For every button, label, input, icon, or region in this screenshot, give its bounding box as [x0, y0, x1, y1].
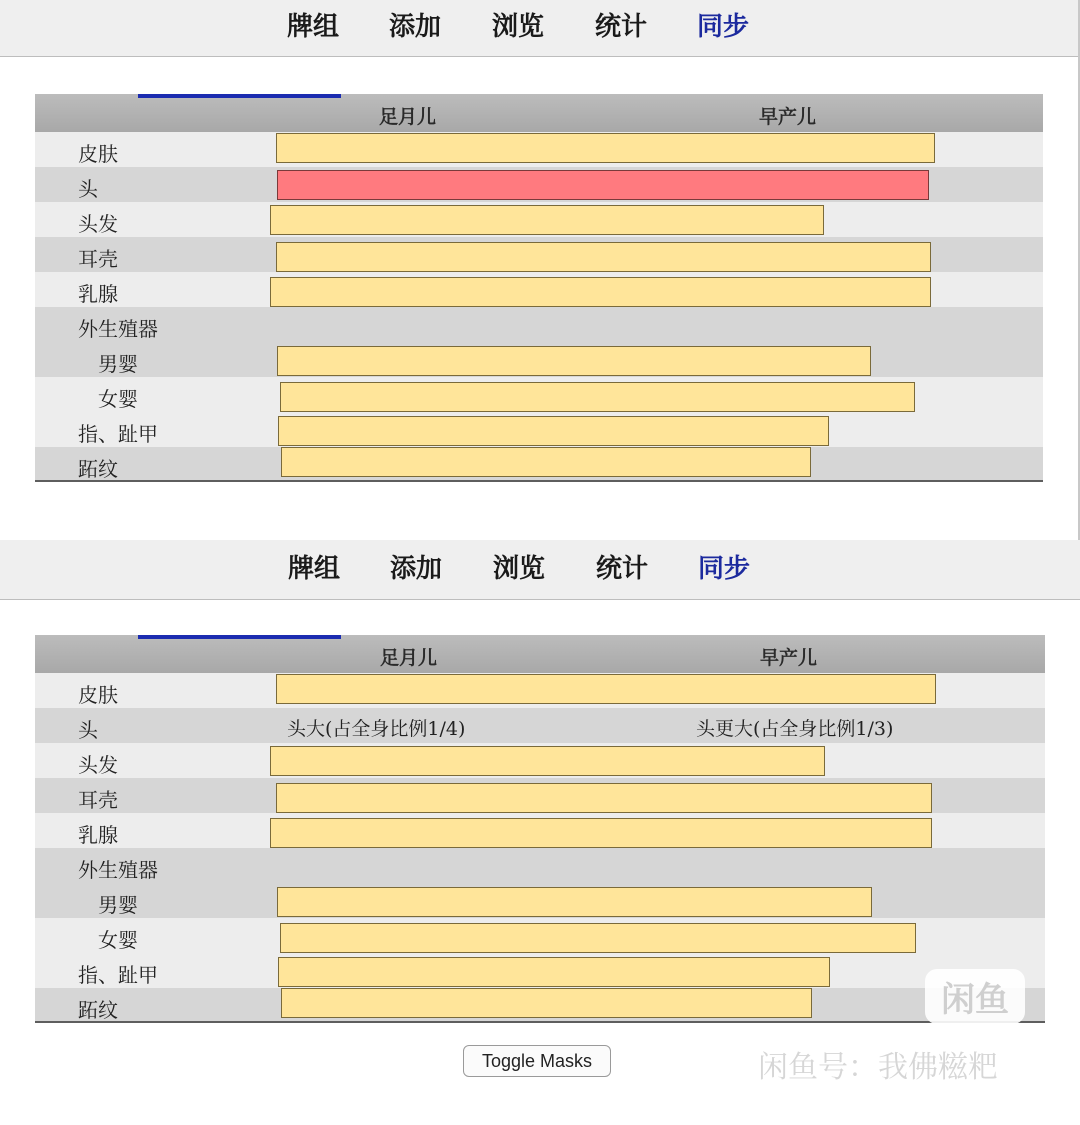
image-occlusion-card — [35, 94, 1043, 482]
row-label-nails: 指、趾甲 — [78, 963, 158, 987]
table-header-row — [35, 635, 1045, 675]
nav-browse[interactable]: 浏览 — [491, 12, 544, 42]
row-label-sole-creases: 跖纹 — [78, 457, 118, 481]
nav-browse[interactable]: 浏览 — [492, 554, 545, 584]
row-label-genitals: 外生殖器 — [78, 317, 158, 341]
occlusion-mask[interactable] — [270, 746, 825, 776]
review-screen-back — [0, 540, 1080, 1125]
nav-decks[interactable]: 牌组 — [286, 12, 339, 42]
occlusion-mask[interactable] — [270, 277, 931, 307]
occlusion-mask[interactable] — [278, 957, 830, 987]
nav-sync[interactable]: 同步 — [696, 12, 749, 42]
row-label-genitals: 外生殖器 — [78, 858, 158, 882]
accent-line — [138, 94, 341, 98]
image-occlusion-card — [35, 635, 1045, 1023]
watermark-logo: 闲鱼 — [925, 969, 1025, 1024]
nav-add[interactable]: 添加 — [389, 554, 442, 584]
row-label-ear: 耳壳 — [78, 788, 118, 812]
watermark-text: 闲鱼号：我佛糍粑 — [758, 1050, 998, 1085]
top-nav-bar — [0, 540, 1080, 600]
occlusion-mask[interactable] — [280, 923, 916, 953]
nav-decks[interactable]: 牌组 — [287, 554, 340, 584]
revealed-answer-full-term: 头大(占全身比例1/4) — [287, 718, 466, 740]
review-screen-front — [0, 0, 1080, 540]
table-row — [35, 307, 1043, 342]
row-label-female: 女婴 — [98, 928, 138, 952]
row-label-head: 头 — [78, 177, 98, 201]
occlusion-mask[interactable] — [280, 382, 915, 412]
table-row — [35, 848, 1045, 883]
nav-stats[interactable]: 统计 — [595, 554, 648, 584]
row-label-breast: 乳腺 — [78, 823, 118, 847]
occlusion-mask[interactable] — [270, 818, 932, 848]
occlusion-mask[interactable] — [276, 242, 931, 272]
table-row — [35, 708, 1045, 743]
occlusion-mask[interactable] — [270, 205, 824, 235]
column-header-premature: 早产儿 — [759, 106, 817, 128]
row-label-skin: 皮肤 — [78, 683, 118, 707]
row-label-ear: 耳壳 — [78, 247, 118, 271]
occlusion-mask[interactable] — [277, 346, 871, 376]
nav-sync[interactable]: 同步 — [697, 554, 750, 584]
table-header-row — [35, 94, 1043, 134]
column-header-full-term: 足月儿 — [379, 106, 437, 128]
row-label-male: 男婴 — [98, 352, 138, 376]
revealed-answer-premature: 头更大(占全身比例1/3) — [696, 718, 894, 740]
nav-add[interactable]: 添加 — [388, 12, 441, 42]
row-label-hair: 头发 — [78, 212, 118, 236]
row-label-nails: 指、趾甲 — [78, 422, 158, 446]
occlusion-mask-active[interactable] — [277, 170, 929, 200]
occlusion-mask[interactable] — [281, 447, 811, 477]
occlusion-mask[interactable] — [276, 783, 932, 813]
row-label-female: 女婴 — [98, 387, 138, 411]
row-label-male: 男婴 — [98, 893, 138, 917]
column-header-premature: 早产儿 — [760, 647, 818, 669]
top-nav-bar — [0, 0, 1078, 57]
row-label-breast: 乳腺 — [78, 282, 118, 306]
occlusion-mask[interactable] — [278, 416, 829, 446]
occlusion-mask[interactable] — [277, 887, 872, 917]
occlusion-mask[interactable] — [281, 988, 812, 1018]
nav-stats[interactable]: 统计 — [594, 12, 647, 42]
row-label-skin: 皮肤 — [78, 142, 118, 166]
row-label-head: 头 — [78, 718, 98, 742]
row-label-sole-creases: 跖纹 — [78, 998, 118, 1022]
accent-line — [138, 635, 341, 639]
occlusion-mask[interactable] — [276, 674, 936, 704]
row-label-hair: 头发 — [78, 753, 118, 777]
occlusion-mask[interactable] — [276, 133, 935, 163]
toggle-masks-button[interactable]: Toggle Masks — [463, 1045, 611, 1077]
column-header-full-term: 足月儿 — [380, 647, 438, 669]
